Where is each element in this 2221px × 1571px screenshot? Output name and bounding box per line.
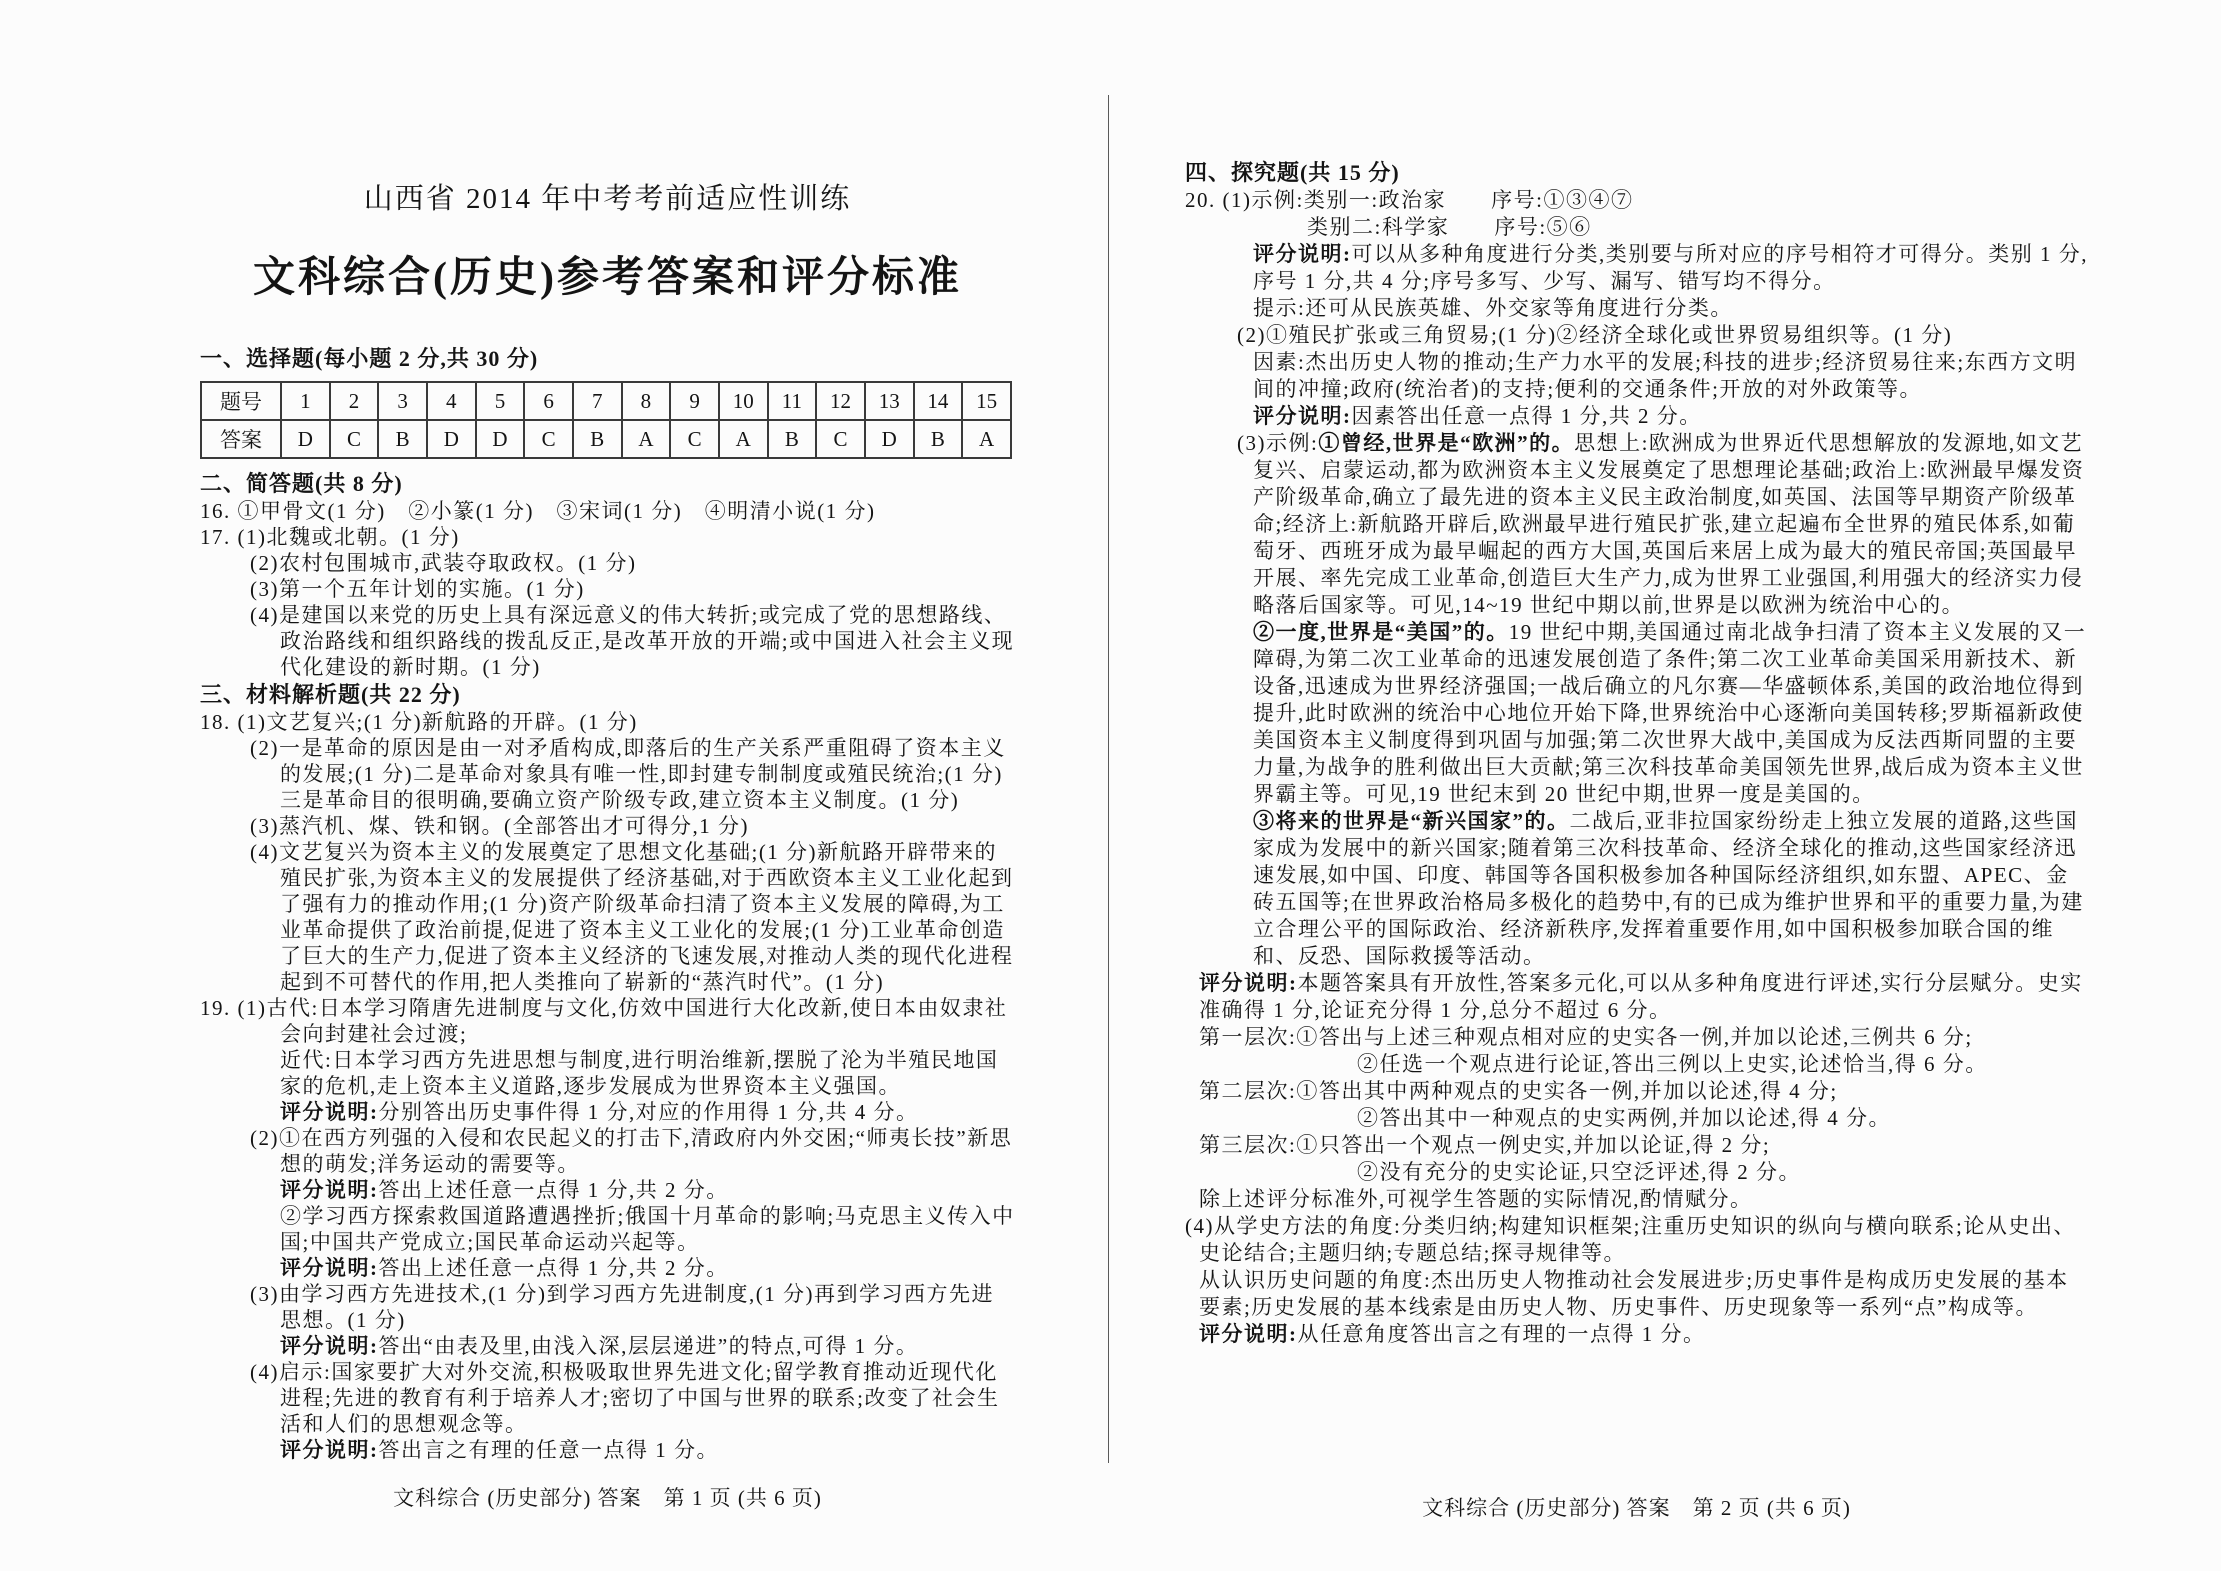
q17-part-1: 17. (1)北魏或北朝。(1 分) bbox=[200, 525, 460, 549]
page-2-footer: 文科综合 (历史部分) 答案 第 2 页 (共 6 页) bbox=[1422, 1496, 1851, 1520]
q18-part-4: (4)文艺复兴为资本主义的发展奠定了思想文化基础;(1 分)新航路开辟带来的殖民扩张,为资本主义的发展提供了经济基础,对于西欧资本主义工业化起到了强有力的推动作用;(1 分)资产阶级革命扫清了资本主义发展的障碍,为工业革命提供了政治前提,促进了资本主义工业化的发展;(1 分)工业革命创造了巨大的生产力,促进了资本主义经济的飞速发展,对推动人类的现代化进程起到不可替代的作用,把人类推向了崭新的“蒸汽时代”。(1 分) bbox=[250, 840, 1014, 994]
scoring-note-text: 答出言之有理的任意一点得 1 分。 bbox=[378, 1438, 719, 1462]
q18-part-3: (3)蒸汽机、煤、铁和钢。(全部答出才可得分,1 分) bbox=[250, 814, 749, 838]
view-3-statement: ③将来的世界是“新兴国家”的。 bbox=[1253, 809, 1570, 833]
table-row-answers bbox=[201, 420, 1011, 458]
q18-part-1: 18. (1)文艺复兴;(1 分)新航路的开辟。(1 分) bbox=[200, 710, 638, 734]
table-cell: A bbox=[719, 420, 768, 458]
table-cell: 答案 bbox=[201, 420, 281, 458]
table-cell: C bbox=[816, 420, 865, 458]
table-cell: C bbox=[670, 420, 719, 458]
q19-scoring-note-5 bbox=[200, 1437, 1015, 1463]
scoring-note-text: 从任意角度答出言之有理的一点得 1 分。 bbox=[1297, 1322, 1706, 1346]
doc-subtitle: 文科综合(历史)参考答案和评分标准 bbox=[253, 255, 962, 301]
table-cell: 11 bbox=[768, 382, 817, 420]
table-cell: 8 bbox=[622, 382, 671, 420]
q20-scoring-note-1 bbox=[1185, 241, 2088, 295]
q16-answer: 16. ①甲骨文(1 分) ②小篆(1 分) ③宋词(1 分) ④明清小说(1 分) bbox=[200, 499, 876, 523]
q20-part-1-category-2: 类别二:科学家 序号:⑤⑥ bbox=[1307, 215, 1592, 239]
table-cell: A bbox=[622, 420, 671, 458]
scoring-note-text: 分别答出历史事件得 1 分,对应的作用得 1 分,共 4 分。 bbox=[378, 1100, 919, 1124]
q19-part-2-2: ②学习西方探索救国道路遭遇挫折;俄国十月革命的影响;马克思主义传入中国;中国共产党成立;国民革命运动兴起等。 bbox=[280, 1204, 1015, 1254]
table-cell: 6 bbox=[524, 382, 573, 420]
view-1-argument: 思想上:欧洲成为世界近代思想解放的发源地,如文艺复兴、启蒙运动,都为欧洲资本主义发展奠定了思想理论基础;政治上:欧洲最早爆发资产阶级革命,确立了最先进的资本主义民主政治制度,如英国、法国等早期资产阶级革命;经济上:新航路开辟后,欧洲最早进行殖民扩张,建立起遍布全世界的殖民体系,如葡萄牙、西班牙成为最早崛起的西方大国,英国后来居上成为最大的殖民帝国;英国最早开展、率先完成工业革命,创造巨大生产力,成为世界工业强国,利用强大的经济实力侵略落后国家等。可见,14~19 世纪中期以前,世界是以欧洲为统治中心的。 bbox=[1253, 431, 2085, 617]
q20-level-1-a: 第一层次:①答出与上述三种观点相对应的史实各一例,并加以论述,三例共 6 分; bbox=[1199, 1025, 1973, 1049]
doc-title: 山西省 2014 年中考考前适应性训练 bbox=[363, 183, 852, 215]
table-cell: 3 bbox=[378, 382, 427, 420]
table-cell: 15 bbox=[962, 382, 1011, 420]
table-cell: 12 bbox=[816, 382, 865, 420]
q20-part-1-category-1: 20. (1)示例:类别一:政治家 序号:①③④⑦ bbox=[1185, 188, 1634, 212]
q19-scoring-note-2 bbox=[200, 1177, 1015, 1203]
table-cell: B bbox=[768, 420, 817, 458]
table-cell: 10 bbox=[719, 382, 768, 420]
table-cell: D bbox=[865, 420, 914, 458]
table-cell: D bbox=[476, 420, 525, 458]
q17-part-3: (3)第一个五年计划的实施。(1 分) bbox=[250, 577, 585, 601]
table-cell: 题号 bbox=[201, 382, 281, 420]
page-right bbox=[1185, 158, 2088, 1348]
scoring-note-text: 答出上述任意一点得 1 分,共 2 分。 bbox=[378, 1178, 729, 1202]
table-cell: B bbox=[378, 420, 427, 458]
scoring-note-text: 答出“由表及里,由浅入深,层层递进”的特点,可得 1 分。 bbox=[378, 1334, 919, 1358]
view-3-argument: 二战后,亚非拉国家纷纷走上独立发展的道路,这些国家成为发展中的新兴国家;随着第三次科技革命、经济全球化的推动,这些国家经济迅速发展,如中国、印度、韩国等各国积极参加各种国际经济组织,如东盟、APEC、金砖五国等;在世界政治格局多极化的趋势中,有的已成为维护世界和平的重要力量,为建立合理公平的国际政治、经济新秩序,发挥着重要作用,如中国积极参加联合国的维和、反恐、国际救援等活动。 bbox=[1253, 809, 2084, 968]
q20-part-4-method-angle: (4)从学史方法的角度:分类归纳;构建知识框架;注重历史知识的纵向与横向联系;论从史出、史论结合;主题归纳;专题总结;探寻规律等。 bbox=[1185, 1214, 2076, 1265]
scoring-note-label: 评分说明: bbox=[1253, 404, 1352, 428]
table-cell: C bbox=[330, 420, 379, 458]
scoring-note-label: 评分说明: bbox=[1199, 1322, 1298, 1346]
q20-part-3-view-2 bbox=[1185, 619, 2088, 808]
scoring-note-text: 可以从多种角度进行分类,类别要与所对应的序号相符才可得分。类别 1 分,序号 1 分,共 4 分;序号多写、少写、漏写、错写均不得分。 bbox=[1253, 242, 2088, 293]
table-cell: 13 bbox=[865, 382, 914, 420]
table-cell: A bbox=[962, 420, 1011, 458]
q20-level-3-b: ②没有充分的史实论证,只空泛评述,得 2 分。 bbox=[1357, 1160, 1801, 1184]
q20-level-3-a: 第三层次:①只答出一个观点一例史实,并加以论证,得 2 分; bbox=[1199, 1133, 1771, 1157]
scoring-note-label: 评分说明: bbox=[280, 1256, 379, 1280]
q20-part-2: (2)①殖民扩张或三角贸易;(1 分)②经济全球化或世界贸易组织等。(1 分) bbox=[1237, 323, 1953, 347]
q20-part-3-extra-note: 除上述评分标准外,可视学生答题的实际情况,酌情赋分。 bbox=[1199, 1187, 1753, 1211]
q17-part-2: (2)农村包围城市,武装夺取政权。(1 分) bbox=[250, 551, 637, 575]
q20-scoring-note-2 bbox=[1185, 403, 2088, 430]
q20-part-4-understanding-angle: 从认识历史问题的角度:杰出历史人物推动社会发展进步;历史事件是构成历史发展的基本要素;历史发展的基本线索是由历史人物、历史事件、历史现象等一系列“点”构成等。 bbox=[1199, 1268, 2069, 1319]
section-2-heading: 二、简答题(共 8 分) bbox=[200, 471, 403, 496]
page-divider bbox=[1108, 95, 1109, 1463]
page-left bbox=[200, 182, 1015, 1463]
page-1-footer: 文科综合 (历史部分) 答案 第 1 页 (共 6 页) bbox=[393, 1486, 822, 1510]
scoring-note-text: 本题答案具有开放性,答案多元化,可以从多种角度进行评述,实行分层赋分。史实准确得 1 分,论证充分得 1 分,总分不超过 6 分。 bbox=[1199, 971, 2083, 1022]
q20-part-3-view-1 bbox=[1185, 430, 2088, 619]
view-1-statement: ①曾经,世界是“欧洲”的。 bbox=[1318, 431, 1575, 455]
scoring-note-label: 评分说明: bbox=[1253, 242, 1352, 266]
q20-scoring-note-4 bbox=[1185, 1321, 2088, 1348]
table-cell: 14 bbox=[914, 382, 963, 420]
q17-part-4: (4)是建国以来党的历史上具有深远意义的伟大转折;或完成了党的思想路线、政治路线和组织路线的拨乱反正,是改革开放的开端;或中国进入社会主义现代化建设的新时期。(1 分) bbox=[250, 603, 1015, 679]
scoring-note-label: 评分说明: bbox=[280, 1438, 379, 1462]
q20-part-3-view-3 bbox=[1185, 808, 2088, 970]
q20-level-1-b: ②任选一个观点进行论证,答出三例以上史实,论述恰当,得 6 分。 bbox=[1357, 1052, 1988, 1076]
table-cell: 9 bbox=[670, 382, 719, 420]
table-cell: B bbox=[914, 420, 963, 458]
q20-level-2-a: 第二层次:①答出其中两种观点的史实各一例,并加以论述,得 4 分; bbox=[1199, 1079, 1838, 1103]
table-cell: 2 bbox=[330, 382, 379, 420]
q20-part-1-hint: 提示:还可从民族英雄、外交家等角度进行分类。 bbox=[1253, 296, 1733, 320]
table-cell: 5 bbox=[476, 382, 525, 420]
scoring-note-text: 答出上述任意一点得 1 分,共 2 分。 bbox=[378, 1256, 729, 1280]
q19-part-2-1: (2)①在西方列强的入侵和农民起义的打击下,清政府内外交困;“师夷长技”新思想的萌发;洋务运动的需要等。 bbox=[250, 1126, 1013, 1176]
q19-scoring-note-4 bbox=[200, 1333, 1015, 1359]
section-1-heading: 一、选择题(每小题 2 分,共 30 分) bbox=[200, 346, 539, 371]
table-cell: D bbox=[427, 420, 476, 458]
section-4-heading: 四、探究题(共 15 分) bbox=[1185, 160, 1400, 185]
table-cell: C bbox=[524, 420, 573, 458]
table-cell: 7 bbox=[573, 382, 622, 420]
scoring-note-label: 评分说明: bbox=[1199, 971, 1298, 995]
mc-answer-table bbox=[200, 381, 1012, 459]
view-2-statement: ②一度,世界是“美国”的。 bbox=[1253, 620, 1509, 644]
table-cell: 1 bbox=[281, 382, 330, 420]
table-cell: 4 bbox=[427, 382, 476, 420]
section-3-heading: 三、材料解析题(共 22 分) bbox=[200, 682, 461, 707]
table-cell: B bbox=[573, 420, 622, 458]
scoring-note-text: 因素答出任意一点得 1 分,共 2 分。 bbox=[1351, 404, 1702, 428]
q19-part-1-ancient: 19. (1)古代:日本学习隋唐先进制度与文化,仿效中国进行大化改新,使日本由奴隶社会向封建社会过渡; bbox=[200, 996, 1008, 1046]
q20-level-2-b: ②答出其中一种观点的史实两例,并加以论述,得 4 分。 bbox=[1357, 1106, 1891, 1130]
q19-scoring-note-1 bbox=[200, 1099, 1015, 1125]
scoring-note-label: 评分说明: bbox=[280, 1334, 379, 1358]
scoring-note-label: 评分说明: bbox=[280, 1178, 379, 1202]
q20-part-2-factors: 因素:杰出历史人物的推动;生产力水平的发展;科技的进步;经济贸易往来;东西方文明间的冲撞;政府(统治者)的支持;便利的交通条件;开放的对外政策等。 bbox=[1253, 350, 2078, 401]
table-cell: D bbox=[281, 420, 330, 458]
q18-part-2: (2)一是革命的原因是由一对矛盾构成,即落后的生产关系严重阻碍了资本主义的发展;(1 分)二是革命对象具有唯一性,即封建专制制度或殖民统治;(1 分)三是革命目的很明确,要确立资产阶级专政,建立资本主义制度。(1 分) bbox=[250, 736, 1006, 812]
table-row-numbers bbox=[201, 382, 1011, 420]
q19-part-1-modern: 近代:日本学习西方先进思想与制度,进行明治维新,摆脱了沦为半殖民地国家的危机,走上资本主义道路,逐步发展成为世界资本主义强国。 bbox=[280, 1048, 999, 1098]
scoring-note-label: 评分说明: bbox=[280, 1100, 379, 1124]
q20-scoring-note-3 bbox=[1185, 970, 2088, 1024]
view-prefix: (3)示例: bbox=[1237, 431, 1319, 455]
q19-part-4: (4)启示:国家要扩大对外交流,积极吸取世界先进文化;留学教育推动近现代化进程;先进的教育有利于培养人才;密切了中国与世界的联系;改变了社会生活和人们的思想观念等。 bbox=[250, 1360, 1000, 1436]
q19-part-3: (3)由学习西方先进技术,(1 分)到学习西方先进制度,(1 分)再到学习西方先进思想。(1 分) bbox=[250, 1282, 994, 1332]
view-2-argument: 19 世纪中期,美国通过南北战争扫清了资本主义发展的又一障碍,为第二次工业革命的迅速发展创造了条件;第二次工业革命美国采用新技术、新设备,迅速成为世界经济强国;一战后确立的凡尔赛—华盛顿体系,美国的政治地位得到提升,此时欧洲的统治中心地位开始下降,世界统治中心逐渐向美国转移;罗斯福新政使美国资本主义制度得到巩固与加强;第二次世界大战中,美国成为反法西斯同盟的主要力量,为战争的胜利做出巨大贡献;第三次科技革命美国领先世界,战后成为资本主义世界霸主等。可见,19 世纪末到 20 世纪中期,世界一度是美国的。 bbox=[1253, 620, 2087, 806]
q19-scoring-note-3 bbox=[200, 1255, 1015, 1281]
